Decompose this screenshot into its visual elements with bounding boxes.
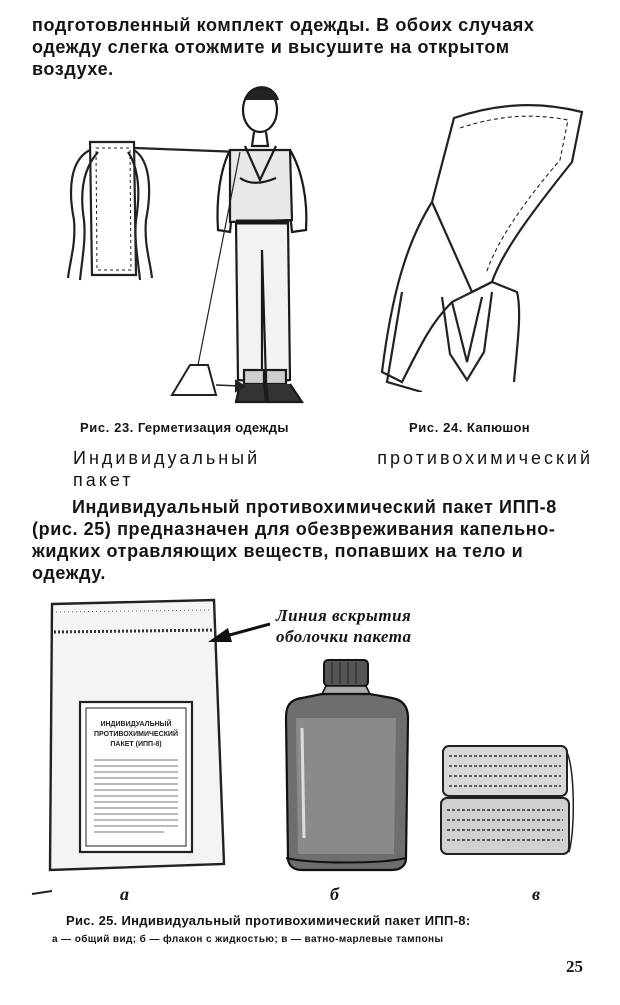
body-paragraph <box>32 496 592 584</box>
package-label-line: ПРОТИВОХИМИЧЕСКИЙ <box>94 731 178 738</box>
package-label-line: ИНДИВИДУАЛЬНЫЙ <box>100 721 172 728</box>
figure-24-number: Рис. 24. <box>409 420 463 435</box>
text-line: одежду. <box>32 563 106 583</box>
margin-mark <box>30 888 54 898</box>
figure-25-tampons <box>437 742 577 862</box>
top-paragraph <box>32 14 592 80</box>
callout-line: оболочки пакета <box>276 627 412 646</box>
figure-25-label-b: б <box>330 884 339 904</box>
heading-word: противохимический <box>377 448 593 468</box>
callout-arrow <box>204 618 274 648</box>
figure-25-title: Индивидуальный противохимический пакет ИПП-8: <box>121 913 471 928</box>
package-label-line: ПАКЕТ (ИПП-8) <box>110 741 162 748</box>
figure-24-illustration <box>372 92 592 392</box>
figure-23-number: Рис. 23. <box>80 420 134 435</box>
text-line: воздухе. <box>32 59 114 79</box>
figure-23-caption <box>80 420 289 435</box>
text-line: Индивидуальный противохимический пакет ИПП-8 <box>72 497 557 517</box>
page-number: 25 <box>566 957 583 976</box>
figure-25-label-a: а <box>120 884 129 904</box>
figure-25-legend: а — общий вид; б — флакон с жидкостью; в — ватно-марлевые тампоны <box>52 934 444 945</box>
figure-23-illustration <box>40 80 360 410</box>
figure-25-caption <box>66 913 470 928</box>
text-line: жидких отравляющих веществ, попавших на тело и <box>32 541 524 561</box>
figure-23-title: Герметизация одежды <box>137 420 289 435</box>
text-line: подготовленный комплект одежды. В обоих случаях <box>32 15 535 35</box>
text-line: одежду слегка отожмите и высушите на открытом <box>32 37 510 57</box>
heading-word: Индивидуальный <box>73 448 261 468</box>
figure-25-flask <box>282 658 412 873</box>
heading-word: пакет <box>73 470 134 490</box>
figure-24-title: Капюшон <box>466 420 530 435</box>
callout-line: Линия вскрытия <box>276 606 412 625</box>
section-heading <box>73 447 593 491</box>
figure-25-number: Рис. 25. <box>66 913 118 928</box>
figure-24-caption <box>409 420 530 435</box>
figure-25-label-v: в <box>532 884 541 904</box>
figure-25-callout <box>276 605 411 647</box>
text-line: (рис. 25) предназначен для обезвреживания капельно- <box>32 519 556 539</box>
